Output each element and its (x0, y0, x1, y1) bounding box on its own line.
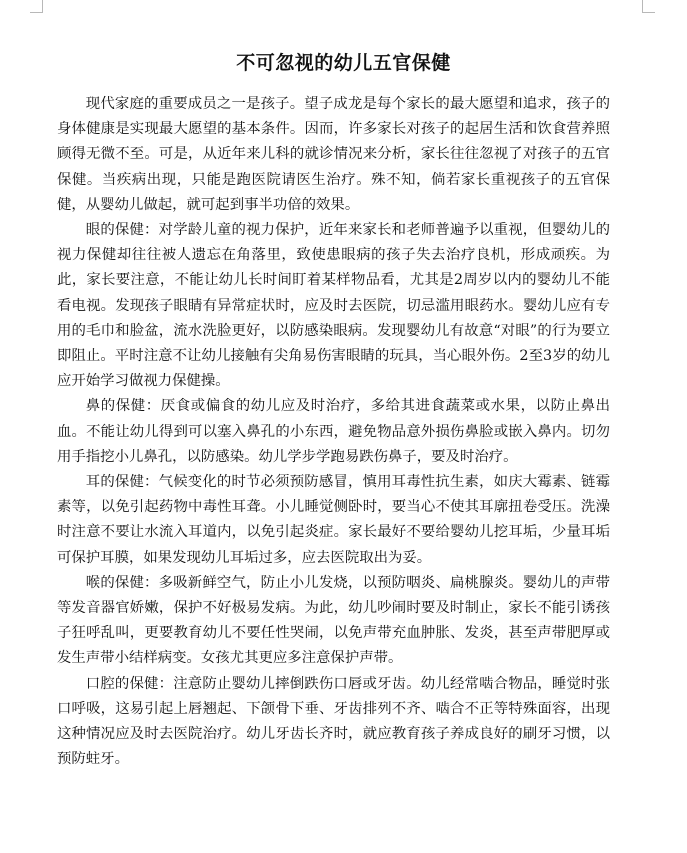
paragraph-ear-care: 耳的保健：气候变化的时节必须预防感冒，慎用耳毒性抗生素，如庆大霉素、链霉素等，以免引起药物中毒性耳聋。小儿睡觉侧卧时，要当心不使其耳廓扭卷受压。洗澡时注意不要让水流入耳道内，以免引起炎症。家长最好不要给婴幼儿挖耳垢，少量耳垢可保护耳膜，如果发现幼儿耳垢过多，应去医院取出为妥。 (57, 474, 610, 566)
document-title: 不可忽视的幼儿五官保健 (236, 52, 451, 74)
paragraph-eye-care: 眼的保健：对学龄儿童的视力保护，近年来家长和老师普遍予以重视，但婴幼儿的视力保健却往往被人遗忘在角落里，致使患眼病的孩子失去治疗良机，形成顽疾。为此，家长要注意，不能让幼儿长时间盯着某样物品看，尤其是2周岁以内的婴幼儿不能看电视。发现孩子眼睛有异常症状时，应及时去医院，切忌滥用眼药水。婴幼儿应有专用的毛巾和脸盆，流水洗脸更好，以防感染眼病。发现婴幼儿有故意“对眼”的行为要立即阻止。平时注意不让幼儿接触有尖角易伤害眼睛的玩具，当心眼外伤。2至3岁的幼儿应开始学习做视力保健操。 (57, 222, 610, 390)
page-corner-mark-right (642, 0, 655, 13)
paragraph-nose-care: 鼻的保健：厌食或偏食的幼儿应及时治疗，多给其进食蔬菜或水果，以防止鼻出血。不能让幼儿得到可以塞入鼻孔的小东西，避免物品意外损伤鼻脸或嵌入鼻内。切勿用手指挖小儿鼻孔，以防感染。幼儿学步学跑易跌伤鼻子，要及时治疗。 (57, 398, 610, 465)
paragraph-mouth-care: 口腔的保健：注意防止婴幼儿摔倒跌伤口唇或牙齿。幼儿经常啮合物品，睡觉时张口呼吸，这易引起上唇翘起、下颌骨下垂、牙齿排列不齐、啮合不正等特殊面容，出现这种情况应及时去医院治疗。幼儿牙齿长齐时，就应教育孩子养成良好的刷牙习惯，以预防蛀牙。 (57, 675, 610, 768)
paragraph-intro: 现代家庭的重要成员之一是孩子。望子成龙是每个家长的最大愿望和追求，孩子的身体健康是实现最大愿望的基本条件。因而，许多家长对孩子的起居生活和饮食营养照顾得无微不至。可是，从近年来儿科的就诊情况来分析，家长往往忽视了对孩子的五官保健。当疾病出现，只能是跑医院请医生治疗。殊不知，倘若家长重视孩子的五官保健，从婴幼儿做起，就可起到事半功倍的效果。 (57, 96, 610, 213)
document-body (57, 92, 610, 772)
page-corner-mark-left (30, 0, 43, 13)
paragraph-throat-care: 喉的保健：多吸新鲜空气，防止小儿发烧，以预防咽炎、扁桃腺炎。婴幼儿的声带等发音器官娇嫩，保护不好极易发病。为此，幼儿吵闹时要及时制止，家长不能引诱孩子狂呼乱叫，更要教育幼儿不要任性哭闹，以免声带充血肿胀、发炎，甚至声带肥厚或发生声带小结样病变。女孩尤其更应多注意保护声带。 (57, 574, 610, 667)
